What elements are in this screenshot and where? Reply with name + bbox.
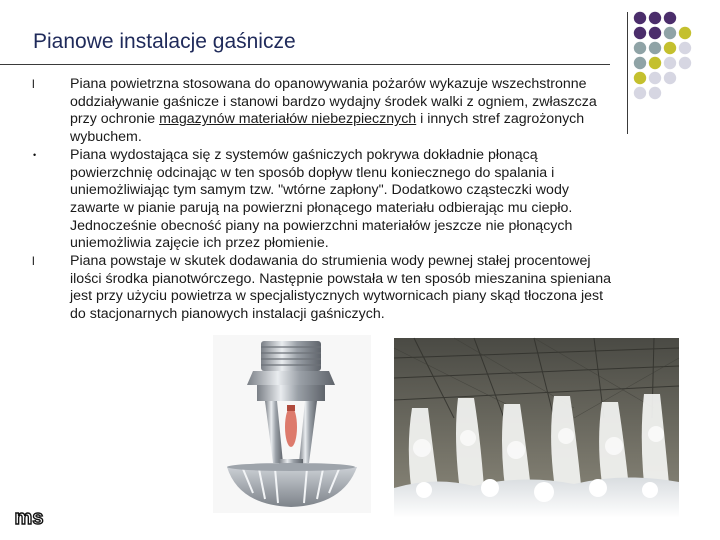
decorative-dot: [664, 27, 676, 39]
bullet-text: i innych stref zagrożonych wybuchem.: [70, 111, 585, 146]
bullet-marker: l: [32, 77, 35, 91]
bullet-item: [33, 146, 620, 253]
foam-discharge-photo: [394, 338, 679, 518]
bullet-item: [32, 253, 620, 324]
decorative-dot: [679, 57, 691, 69]
decorative-dot: [664, 57, 676, 69]
ms-logo: [16, 505, 42, 529]
decorative-dot: [664, 42, 676, 54]
sprinkler-head-image: [213, 335, 371, 513]
decorative-dot: [634, 87, 646, 99]
bullet-text: Piana wydostająca się z systemów gaśniczych pokrywa dokładnie płonącą powierzchnię odcinając w ten sposób dopływ tlenu koniecznego do spalania i uniemożliwiając tym samym tzw. "wtórne zapłony". Dodatkowo cząsteczki wody zawarte w pianie parują na powierzni płonącego materiału odbierając mu ciepło. Jednocześnie obecność piany na powierzchni materiałów jeszcze nie płonących uniemożliwia zajęcie ich przez płomienie.: [70, 146, 573, 252]
decorative-dot: [664, 12, 676, 24]
decorative-dot: [634, 27, 646, 39]
decorative-dot: [634, 42, 646, 54]
decorative-dot: [649, 87, 661, 99]
bullet-underlined-text: magazynów materiałów niebezpiecznych: [159, 111, 417, 128]
decorative-dot: [649, 42, 661, 54]
bullet-item: [32, 76, 620, 147]
decorative-dot: [634, 12, 646, 24]
bullet-text: Piana powstaje w skutek dodawania do strumienia wody pewnej stałej procentowej ilości środka pianotwórczego. Następnie powstała w ten sposób mieszanina spieniana jest przy użyciu powietrza w specjalistycznych wytwornicach piany skąd tłoczona jest do stacjonarnych pianowych instalacji gaśniczych.: [70, 253, 612, 323]
decorative-dot: [649, 27, 661, 39]
bullet-marker: l: [32, 254, 35, 269]
bullet-marker: •: [33, 149, 37, 160]
decorative-dot: [679, 42, 691, 54]
decorative-dot: [634, 57, 646, 69]
logo-text: ms: [14, 507, 44, 529]
bullet-list: [32, 76, 620, 324]
decorative-dot: [679, 27, 691, 39]
decorative-dot: [649, 12, 661, 24]
decorative-dot: [649, 57, 661, 69]
decorative-dot: [649, 72, 661, 84]
slide-title: Pianowe instalacje gaśnicze: [33, 30, 296, 53]
decorative-dot: [634, 72, 646, 84]
decorative-dot: [664, 72, 676, 84]
bullet-text: Piana powietrzna stosowana do opanowywania pożarów wykazuje wszechstronne oddziaływanie gaśnicze i stanowi bardzo wydajny środek walki z ogniem, zwłaszcza przy ochronie: [70, 76, 597, 128]
